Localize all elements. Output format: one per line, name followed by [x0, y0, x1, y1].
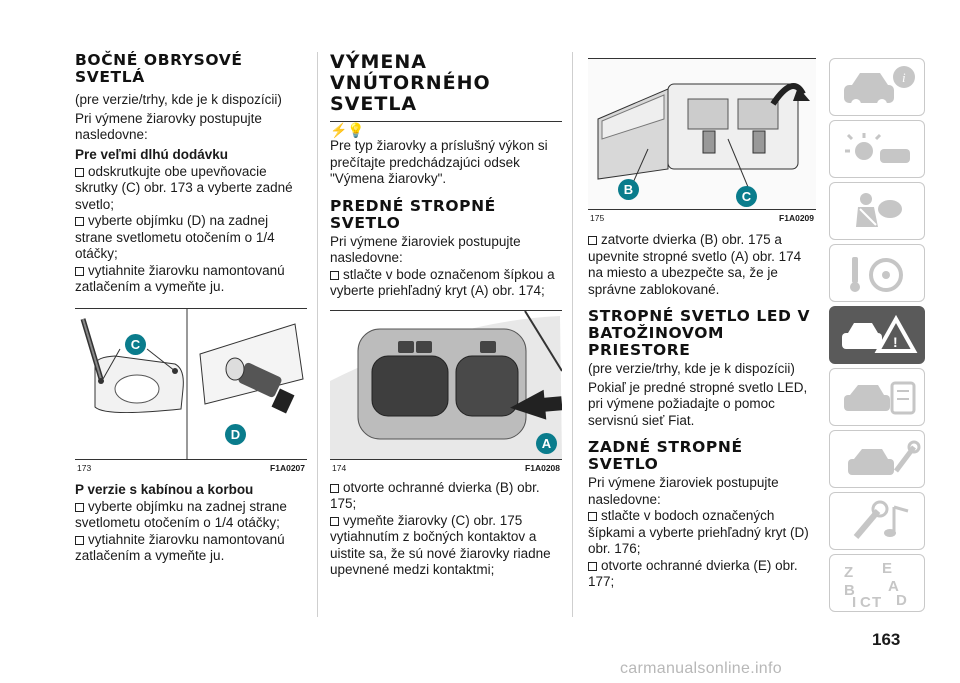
marker-b: B [618, 179, 639, 200]
marker-d: D [225, 424, 246, 445]
column-1 [75, 52, 307, 565]
page-number: 163 [872, 630, 901, 649]
bullet-icon [75, 536, 84, 545]
column-3 [588, 58, 816, 591]
bullet-icon [588, 512, 597, 521]
list-item: vyberte objímku (D) na zadnej strane svetlometu otočením o 1/4 otáčky; [75, 213, 275, 261]
heading-rule [330, 121, 562, 138]
subsection-heading: PREDNÉ STROPNÉ SVETLO [330, 196, 496, 232]
index-letter: C [860, 594, 871, 611]
column-2 [330, 52, 562, 579]
figure-code: F1A0209 [779, 213, 814, 223]
index-letter: A [888, 578, 899, 595]
bullet-icon [75, 503, 84, 512]
subsection-heading: STROPNÉ SVETLO LED V BATOŽINOVOM PRIESTORE [588, 307, 811, 359]
intro-text: Pre typ žiarovky a príslušný výkon si prečítajte predchádzajúci odsek "Výmena žiarovky". [330, 138, 548, 186]
watermark-text: carmanualsonline.info [620, 660, 782, 677]
index-letter: I [852, 594, 857, 611]
intro-text: Pri výmene žiaroviek postupujte nasledovne: [588, 475, 779, 507]
figure-code: F1A0208 [525, 462, 560, 473]
figure-175 [588, 58, 816, 223]
svg-text:!: ! [893, 334, 898, 350]
figure-number: 174 [332, 462, 347, 473]
car-info-icon[interactable] [829, 58, 925, 116]
list-item: otvorte ochranné dvierka (B) obr. 175; [330, 479, 540, 511]
list-item: vyberte objímku na zadnej strane svetlometu otočením o 1/4 otáčky; [75, 498, 287, 530]
figure-number: 175 [590, 213, 605, 223]
index-letter: B [844, 582, 855, 599]
svg-text:i: i [902, 70, 906, 85]
front-dome-light-illustration [330, 311, 562, 459]
figure-number: 173 [77, 462, 92, 473]
section-subtitle: (pre verzie/trhy, kde je k dispozícii) [75, 92, 282, 107]
car-service-icon[interactable] [829, 368, 925, 426]
wrench-car-icon[interactable] [829, 430, 925, 488]
list-item: zatvorte dvierka (B) obr. 175 a upevnite stropné svetlo (A) obr. 174 na miesto a ubezpečte sa, že je správne zablokované. [588, 232, 802, 297]
subheading-long-van: Pre veľmi dlhú dodávku [75, 146, 228, 162]
figure-code: F1A0207 [270, 462, 305, 473]
index-letter: E [882, 560, 893, 577]
dashboard-lights-icon[interactable] [829, 120, 925, 178]
tools-music-icon[interactable] [829, 492, 925, 550]
subheading-cab-version: P verzie s kabínou a korbou [75, 481, 254, 497]
bullet-icon [330, 484, 339, 493]
list-item: stlačte v bode označenom šípkou a vyberte priehľadný kryt (A) obr. 174; [330, 266, 555, 298]
index-letter: T [872, 594, 882, 611]
bullet-icon [75, 168, 84, 177]
list-item: otvorte ochranné dvierka (E) obr. 177; [588, 557, 798, 589]
section-heading: BOČNÉ OBRYSOVÉ SVETLÁ [75, 51, 243, 86]
bullet-icon [75, 267, 84, 276]
intro-text: Pri výmene žiaroviek postupujte nasledovne: [330, 233, 521, 265]
intro-text: Pri výmene žiarovky postupujte nasledovne: [75, 110, 262, 142]
steering-key-icon[interactable] [829, 244, 925, 302]
warning-triangle-car-icon[interactable] [829, 306, 925, 364]
figure-173 [75, 308, 307, 473]
subsection-heading: ZADNÉ STROPNÉ SVETLO [588, 438, 743, 473]
column-divider [317, 52, 318, 617]
marker-a: A [536, 433, 557, 454]
index-letter: Z [844, 564, 854, 581]
bullet-icon [330, 517, 339, 526]
section-heading: VÝMENA VNÚTORNÉHO SVETLA [330, 51, 491, 115]
body-text: Pokiaľ je predné stropné svetlo LED, pri výmene požiadajte o pomoc servisnú sieť Fiat. [588, 379, 808, 428]
bullet-icon [330, 271, 339, 280]
column-divider [572, 52, 573, 617]
bullet-icon [75, 217, 84, 226]
marker-c: C [125, 334, 146, 355]
bulb-wattage-icon: ⚡💡 [330, 122, 365, 138]
marker-c: C [736, 186, 757, 207]
list-item: vytiahnite žiarovku namontovanú zatlačením a vymeňte ju. [75, 262, 285, 294]
list-item: vytiahnite žiarovku namontovanú zatlačením a vymeňte ju. [75, 531, 285, 563]
index-letter: D [896, 592, 907, 609]
alphabet-index-icon[interactable] [829, 554, 925, 612]
list-item: vymeňte žiarovky (C) obr. 175 vytiahnutím z bočných kontaktov a uistite sa, že sú nové žiarovky riadne upevnené medzi kontaktmi; [330, 512, 551, 577]
bullet-icon [588, 236, 597, 245]
subtitle-text: (pre verzie/trhy, kde je k dispozícii) [588, 361, 795, 376]
figure-174 [330, 310, 562, 473]
taillight-illustration [75, 309, 307, 459]
list-item: stlačte v bodoch označených šípkami a vyberte priehľadný kryt (D) obr. 176; [588, 508, 809, 556]
airbag-safety-icon[interactable] [829, 182, 925, 240]
list-item: odskrutkujte obe upevňovacie skrutky (C) obr. 173 a vyberte zadné svetlo; [75, 163, 293, 212]
bullet-icon [588, 562, 597, 571]
